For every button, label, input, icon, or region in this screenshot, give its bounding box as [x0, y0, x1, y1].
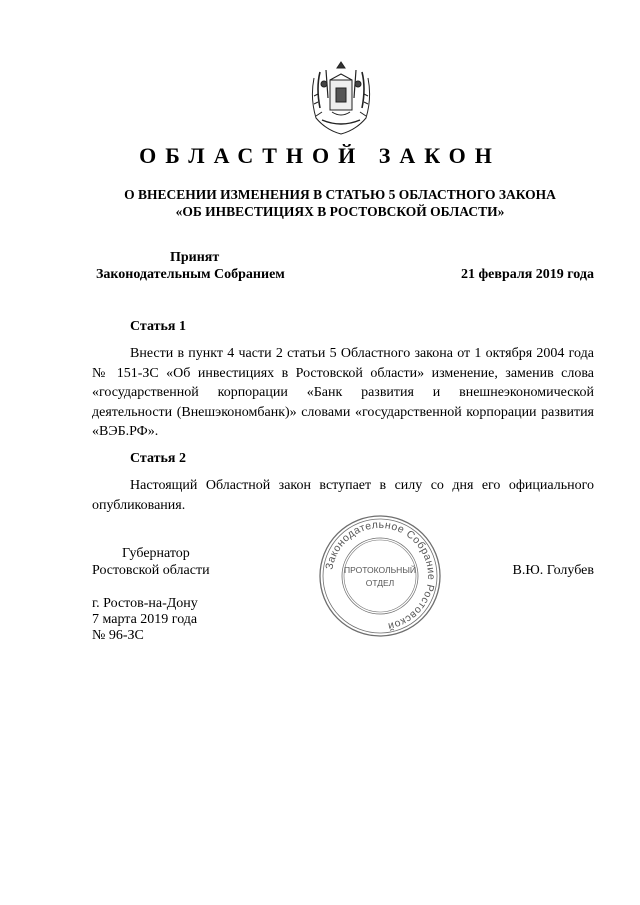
article-2-heading: Статья 2: [130, 451, 186, 466]
signing-place-block: [92, 596, 198, 644]
subtitle-line-2: «ОБ ИНВЕСТИЦИЯХ В РОСТОВСКОЙ ОБЛАСТИ»: [175, 204, 505, 219]
signatory-position-line-2: Ростовской области: [92, 563, 210, 578]
signing-city: г. Ростов-на-Дону: [92, 596, 198, 611]
article-1-heading: Статья 1: [130, 319, 186, 334]
adopted-by: Законодательным Собранием: [96, 267, 285, 282]
adopted-label: Принят: [170, 250, 220, 265]
article-2-text: Настоящий Областной закон вступает в силу со дня его официального опубликования.: [92, 478, 594, 513]
signatory-position-line-1: Губернатор: [122, 546, 190, 561]
seal-ring-text: Законодательное Собрание Ростовской: [323, 518, 438, 633]
svg-text:Законодательное Собрание Росто: [323, 519, 437, 632]
seal-center-line-1: ПРОТОКОЛЬНЫЙ: [344, 565, 416, 575]
law-subtitle: [100, 186, 580, 220]
law-title: ОБЛАСТНОЙ ЗАКОН: [139, 143, 501, 168]
signing-date: 7 марта 2019 года: [92, 612, 198, 627]
official-seal-stamp: [316, 512, 444, 640]
article-1-text: Внести в пункт 4 части 2 статьи 5 Областного закона от 1 октября 2004 года № 151-ЗС «Об инвестициях в Ростовской области» изменение, заменив слова «государственной корпорации «Банк развития и внешнеэкономической деятельности (Внешэкономбанк)» словами «государственной корпорации развития «ВЭБ.РФ».: [92, 346, 594, 439]
adopted-date: 21 февраля 2019 года: [461, 267, 594, 282]
coat-of-arms-emblem: [306, 58, 376, 136]
signatory-name: В.Ю. Голубев: [512, 563, 594, 578]
seal-center-line-2: ОТДЕЛ: [365, 578, 395, 588]
law-number: № 96-ЗС: [92, 628, 144, 643]
subtitle-line-1: О ВНЕСЕНИИ ИЗМЕНЕНИЯ В СТАТЬЮ 5 ОБЛАСТНОГО ЗАКОНА: [124, 187, 556, 202]
